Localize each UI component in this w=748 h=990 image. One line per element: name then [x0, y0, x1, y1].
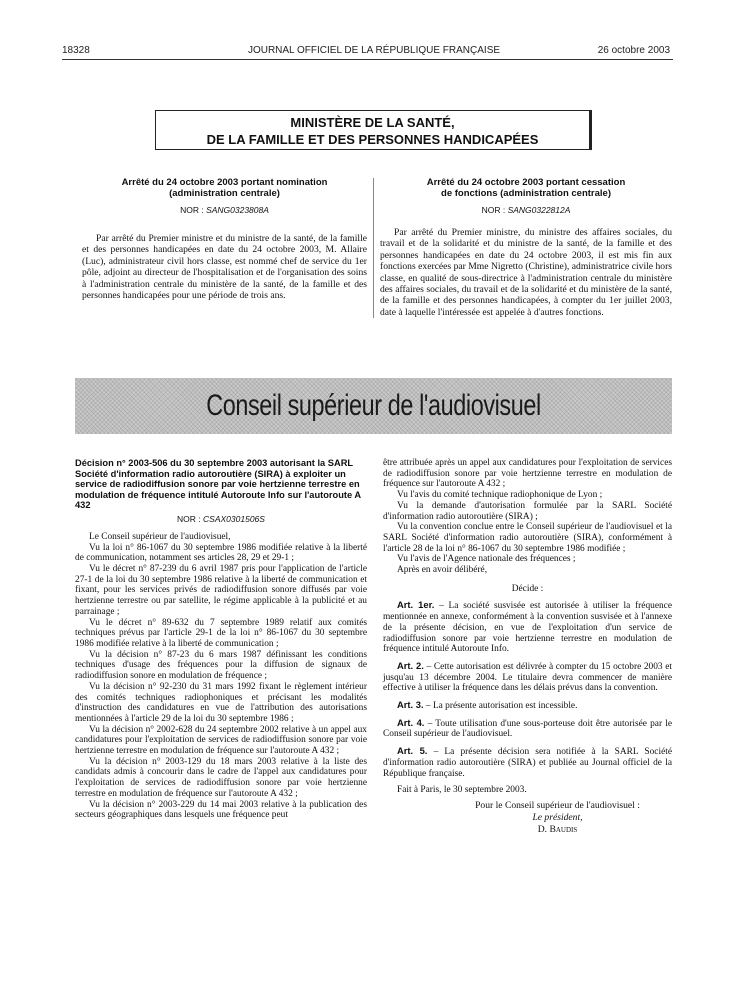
- recital: Vu la décision n° 92-230 du 31 mars 1992 fixant le règlement intérieur des comités techniques radiophoniques et précisant les modalités d'instruction des candidatures en vue de l'attribution des autorisations mentionnées à l'article 29 de la loi du 30 septembre 1986 ;: [75, 681, 367, 724]
- decision-nor: NOR : CSAX0301506S: [177, 513, 265, 524]
- csa-banner: [75, 378, 672, 434]
- left-decree-title: Arrêté du 24 octobre 2003 portant nomination (administration centrale): [121, 177, 328, 199]
- recital: Vu le décret n° 89-632 du 7 septembre 1989 relatif aux comités techniques prévus par l'article 29-1 de la loi n° 86-1067 du 30 septembre 1986 modifiée relative à la liberté de communication ;: [75, 617, 367, 649]
- article-1: Art. 1er. – La société susvisée est autorisée à utiliser la fréquence mentionnée en annexe, conformément à la convention susvisée et à l'annexe de la présente décision, en vue de l'exploitation d'un service de radiodiffusion sonore par voie hertzienne terrestre en modulation de fréquence intitulé Autoroute Info.: [383, 599, 672, 655]
- signature-name: D. Baudis: [537, 823, 578, 835]
- ministry-line-2: DE LA FAMILLE ET DES PERSONNES HANDICAPÉES: [206, 132, 539, 147]
- done-at: Fait à Paris, le 30 septembre 2003.: [397, 785, 527, 796]
- recital: Vu l'avis du comité technique radiophonique de Lyon ;: [397, 490, 603, 501]
- recital: être attribuée après un appel aux candidatures pour l'exploitation de services de radiodiffusion sonore par voie hertzienne terrestre en modulation de fréquence sur l'autoroute A 432 ;: [383, 458, 672, 490]
- right-decree-nor: NOR : SANG0322812A: [481, 205, 571, 215]
- recital: Vu la convention conclue entre le Conseil supérieur de l'audiovisuel et la SARL Société d'information radio autoroutière (SIRA), conformément à l'article 28 de la loi n° 86-1067 du 30 septembre 1986 modifiée ;: [383, 522, 672, 554]
- ministry-line-1: MINISTÈRE DE LA SANTÉ,: [290, 115, 455, 130]
- recital: Vu la décision n° 2003-129 du 18 mars 2003 relative à la liste des candidats admis à concourir dans le cadre de l'appel aux candidatures pour l'exploitation de services de radiodiffusion sonore par voie hertzienne terrestre en modulation de fréquence sur l'autoroute A 432 ;: [75, 756, 367, 799]
- decision-right-column: [383, 458, 672, 836]
- recital: Vu l'avis de l'Agence nationale des fréquences ;: [397, 554, 576, 565]
- decision-left-body: [75, 532, 367, 821]
- recital: Après en avoir délibéré,: [397, 565, 488, 576]
- page-number: 18328: [62, 45, 90, 56]
- decision-right-body: [383, 458, 672, 796]
- left-decree: [82, 177, 367, 301]
- article-4: Art. 4. – Toute utilisation d'une sous-porteuse doit être autorisée par le Conseil supérieur de l'audiovisuel.: [383, 716, 673, 740]
- recital: Vu la loi n° 86-1067 du 30 septembre 1986 modifiée relative à la liberté de communication, notamment ses articles 28, 29 et 29-1 ;: [75, 542, 367, 564]
- article-2: Art. 2. – Cette autorisation est délivrée à compter du 15 octobre 2003 et jusqu'au 13 décembre 2004. Le titulaire devra commencer de manière effective à utiliser la fréquence dans les délais prévus dans la convention.: [383, 659, 673, 694]
- right-decree-body: Par arrêté du Premier ministre, du ministre des affaires sociales, du travail et de la solidarité et du ministre de la santé, de la famille et des personnes handicapées en date du 24 octobre 2003, il est mis fin aux fonctions exercées par Mme Nigretto (Christine), administratrice civile hors classe, en qualité de sous-directrice à l'administration centrale du ministère des affaires sociales, du travail et de la solidarité et du ministère de la santé, de la famille et des personnes handicapées, à compter du 1er juillet 2003, date à laquelle l'intéressée est appelée à d'autres fonctions.: [380, 227, 672, 318]
- right-decree-title: Arrêté du 24 octobre 2003 portant cessation de fonctions (administration centrale): [426, 177, 626, 199]
- article-3: Art. 3. – La présente autorisation est incessible.: [397, 699, 578, 712]
- ministry-heading: [155, 110, 592, 150]
- issue-date: 26 octobre 2003: [597, 45, 670, 56]
- signature-block: [383, 800, 672, 836]
- left-decree-body: Par arrêté du Premier ministre et du ministre de la santé, de la famille et des personnes handicapées en date du 24 octobre 2003, M. Allaire (Luc), administrateur civil hors classe, est nommé chef de service du 1er pôle, adjoint au directeur de l'hospitalisation et de l'organisation des soins à l'administration centrale du ministère de la santé, de la famille et des personnes handicapées pour une période de trois ans.: [82, 233, 367, 302]
- column-divider: [373, 178, 374, 318]
- decision-left-column: [75, 458, 367, 821]
- recital: Vu la décision n° 87-23 du 6 mars 1987 définissant les conditions techniques d'usage des fréquences pour la diffusion de signaux de radiodiffusion sonore en modulation de fréquence ;: [75, 649, 367, 682]
- left-decree-nor: NOR : SANG0323808A: [180, 205, 269, 215]
- recital: Vu la décision n° 2003-229 du 14 mai 2003 relative à la publication des secteurs géographiques dans lesquels une fréquence peut: [75, 799, 367, 821]
- header-rule: [62, 59, 673, 60]
- article-5: Art. 5. – La présente décision sera notifiée à la SARL Société d'information radio autoroutière (SIRA) et publiée au Journal officiel de la République française.: [383, 745, 672, 779]
- recital: Vu la décision n° 2002-628 du 24 septembre 2002 relative à un appel aux candidatures pour l'exploitation de services de radiodiffusion sonore par voie hertzienne terrestre en modulation de fréquence sur l'autoroute A 432 ;: [75, 724, 367, 757]
- recital: Vu la demande d'autorisation formulée par la SARL Société d'information radio autoroutière (SIRA) ;: [383, 500, 672, 522]
- signature-title: Le président,: [532, 811, 583, 823]
- decision-title: Décision n° 2003-506 du 30 septembre 2003 autorisant la SARL Société d'information radio autoroutière (SIRA) à exploiter un service de radiodiffusion sonore par voie hertzienne terrestre en modulation de fréquence intitulé Autoroute Info sur l'autoroute A 432: [75, 458, 361, 511]
- right-decree: [380, 177, 672, 318]
- recital: Le Conseil supérieur de l'audiovisuel,: [89, 531, 231, 542]
- decide-label: Décide :: [511, 583, 544, 594]
- journal-title: JOURNAL OFFICIEL DE LA RÉPUBLIQUE FRANÇAISE: [247, 45, 501, 56]
- csa-banner-title: Conseil supérieur de l'audiovisuel: [206, 389, 541, 422]
- signature-line-1: Pour le Conseil supérieur de l'audiovisuel :: [475, 799, 640, 811]
- recital: Vu le décret n° 87-239 du 6 avril 1987 pris pour l'application de l'article 27-1 de la loi du 30 septembre 1986 relative à la liberté de communication et fixant, pour les services privés de radiodiffusion sonore diffusés par voie hertzienne terrestre ou par satellite, le régime applicable à la publicité et au parrainage ;: [75, 564, 367, 617]
